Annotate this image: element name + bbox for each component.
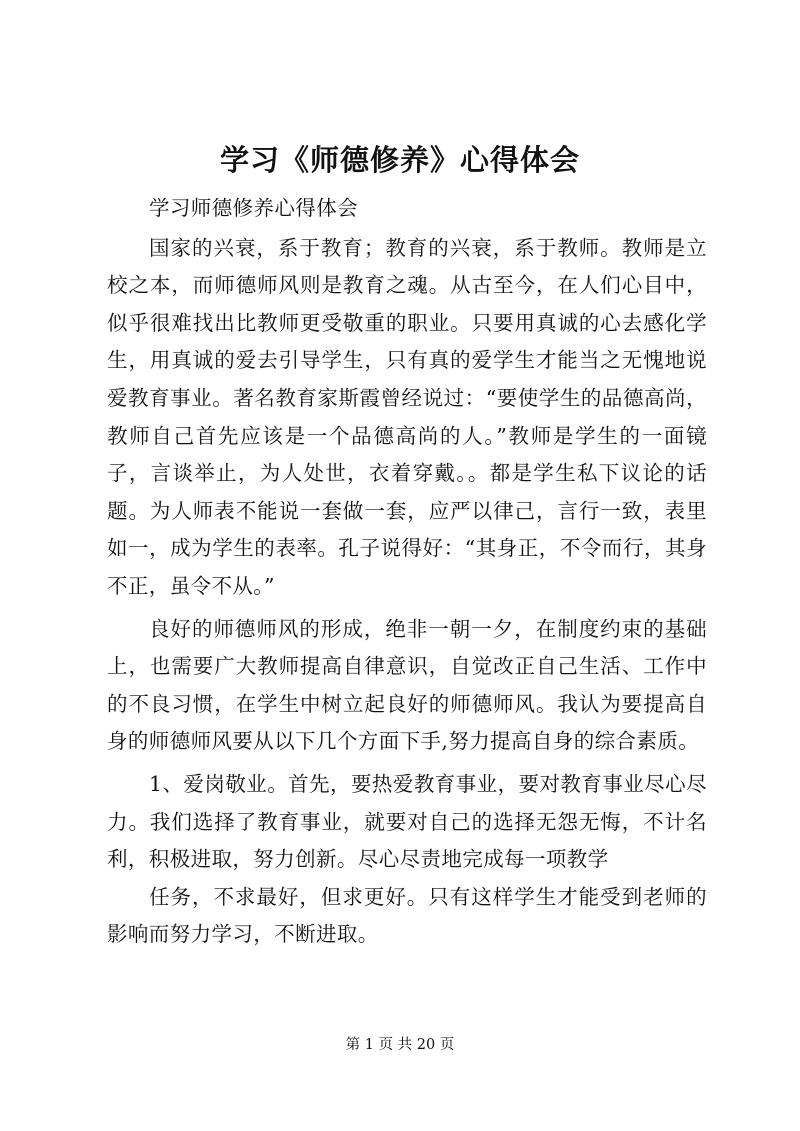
document-body — [107, 190, 707, 954]
body-paragraph: 1、爱岗敬业。首先，要热爱教育事业，要对教育事业尽心尽力。我们选择了教育事业，就要对自己的选择无怨无悔，不计名利，积极进取，努力创新。尽心尽责地完成每一项教学 — [107, 771, 707, 872]
body-paragraph: 任务，不求最好，但求更好。只有这样学生才能受到老师的影响而努力学习，不断进取。 — [107, 884, 707, 947]
body-paragraph: 国家的兴衰，系于教育；教育的兴衰，系于教师。教师是立校之本，而师德师风则是教育之魂。从古至今，在人们心目中，似乎很难找出比教师更受敬重的职业。只要用真诚的心去感化学生，用真诚的爱去引导学生，只有真的爱学生才能当之无愧地说爱教育事业。著名教育家斯霞曾经说过：“要使学生的品德高尚，教师自己首先应该是一个品德高尚的人。”教师是学生的一面镜子，言谈举止，为人处世，衣着穿戴。。都是学生私下议论的话题。为人师表不能说一套做一套，应严以律己，言行一致，表里如一，成为学生的表率。孔子说得好：“其身正，不令而行，其身不正，虽令不从。” — [107, 235, 707, 598]
page-footer: 第 1 页 共 20 页 — [345, 1037, 455, 1053]
body-paragraph: 良好的师德师风的形成，绝非一朝一夕，在制度约束的基础上，也需要广大教师提高自律意识，自觉改正自己生活、工作中的不良习惯，在学生中树立起良好的师德师风。我认为要提高自身的师德师风要从以下几个方面下手,努力提高自身的综合素质。 — [107, 616, 707, 754]
subtitle-paragraph: 学习师德修养心得体会 — [149, 196, 358, 220]
document-title: 学习《师德修养》心得体会 — [219, 143, 580, 177]
